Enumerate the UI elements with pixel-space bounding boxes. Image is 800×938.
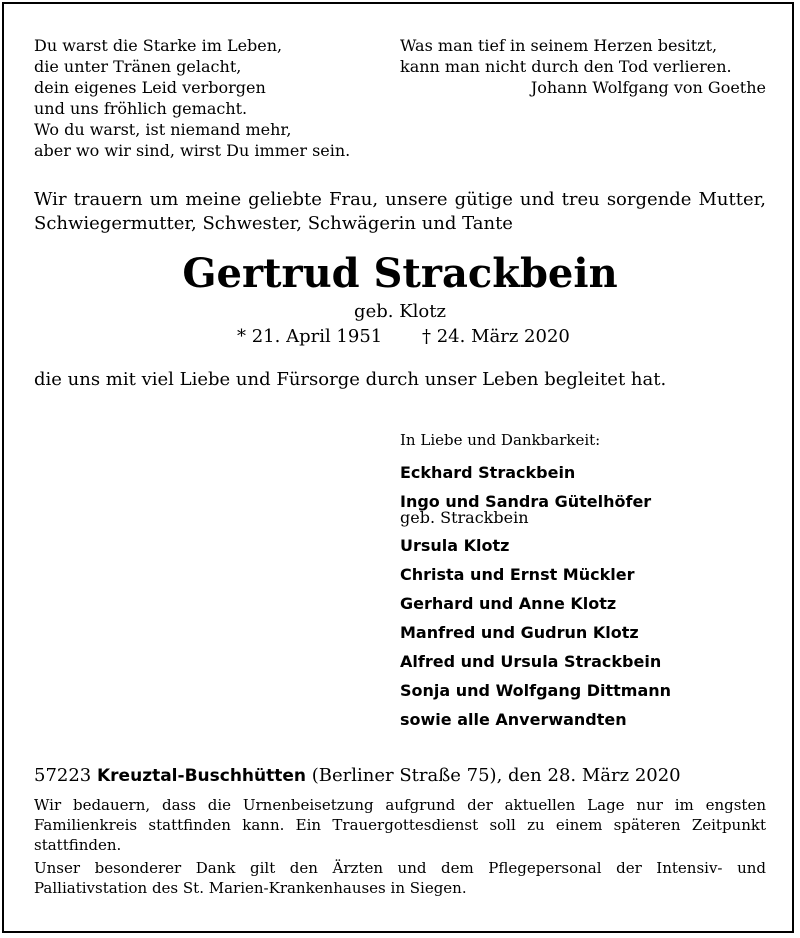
poem-line: die unter Tränen gelacht,: [34, 57, 242, 76]
mourner: [400, 458, 671, 487]
mourner-maiden-name: geb. Strackbein: [400, 508, 529, 527]
poem-line: Du warst die Starke im Leben,: [34, 36, 283, 55]
mourners-list: [400, 458, 671, 734]
mourner-name: Christa und Ernst Mückler: [400, 565, 635, 584]
mourner: [400, 647, 671, 676]
signoff: In Liebe und Dankbarkeit:: [400, 431, 601, 449]
address-date: (Berliner Straße 75), den 28. März 2020: [311, 765, 681, 786]
mourner-name: Gerhard und Anne Klotz: [400, 594, 617, 613]
death-date: † 24. März 2020: [422, 326, 570, 347]
mourner-name: sowie alle Anverwandten: [400, 710, 627, 729]
mourner-name: Eckhard Strackbein: [400, 463, 576, 482]
mourner: [400, 676, 671, 705]
place-date-line: [34, 764, 681, 788]
birth-date: * 21. April 1951: [237, 326, 383, 347]
mourner-name: Alfred und Ursula Strackbein: [400, 652, 662, 671]
mourner-name: Ursula Klotz: [400, 536, 510, 555]
mourner-name: Sonja und Wolfgang Dittmann: [400, 681, 672, 700]
mourner-name: Ingo und Sandra Gütelhöfer: [400, 492, 652, 511]
mourner: [400, 487, 671, 525]
poem-line: aber wo wir sind, wirst Du immer sein.: [34, 141, 351, 160]
intro-text: Wir trauern um meine geliebte Frau, unsere gütige und treu sorgende Mutter, Schwiegermutter, Schwester, Schwägerin und Tante: [34, 189, 766, 234]
poem-line: und uns fröhlich gemacht.: [34, 99, 248, 118]
quote-line: Was man tief in seinem Herzen besitzt,: [400, 36, 718, 55]
quote-line: kann man nicht durch den Tod verlieren.: [400, 57, 732, 76]
mourner-name: Manfred und Gudrun Klotz: [400, 623, 639, 642]
poem-right: [400, 35, 766, 98]
quote-author: Johann Wolfgang von Goethe: [530, 78, 766, 97]
mourner: [400, 705, 671, 734]
mourner: [400, 531, 671, 560]
town-name: Kreuztal-Buschhütten: [97, 766, 307, 786]
deceased-name: Gertrud Strackbein: [182, 250, 618, 297]
poem-line: Wo du warst, ist niemand mehr,: [34, 120, 292, 139]
poem-left: [34, 35, 350, 161]
maiden-name: geb. Klotz: [354, 301, 446, 322]
postal-code: 57223: [34, 765, 92, 786]
tribute-text: die uns mit viel Liebe und Fürsorge durch unser Leben begleitet hat.: [34, 369, 667, 390]
burial-note: Wir bedauern, dass die Urnenbeisetzung aufgrund der aktuellen Lage nur im engsten Familienkreis stattfinden kann. Ein Trauergottesdienst soll zu einem späteren Zeitpunkt stattfinden.: [34, 796, 766, 854]
mourner: [400, 589, 671, 618]
poem-line: dein eigenes Leid verborgen: [34, 78, 266, 97]
mourner: [400, 560, 671, 589]
mourner: [400, 618, 671, 647]
thanks-note: Unser besonderer Dank gilt den Ärzten und dem Pflegepersonal der Intensiv- und Palliativstation des St. Marien-Krankenhauses in Siegen.: [34, 859, 766, 897]
